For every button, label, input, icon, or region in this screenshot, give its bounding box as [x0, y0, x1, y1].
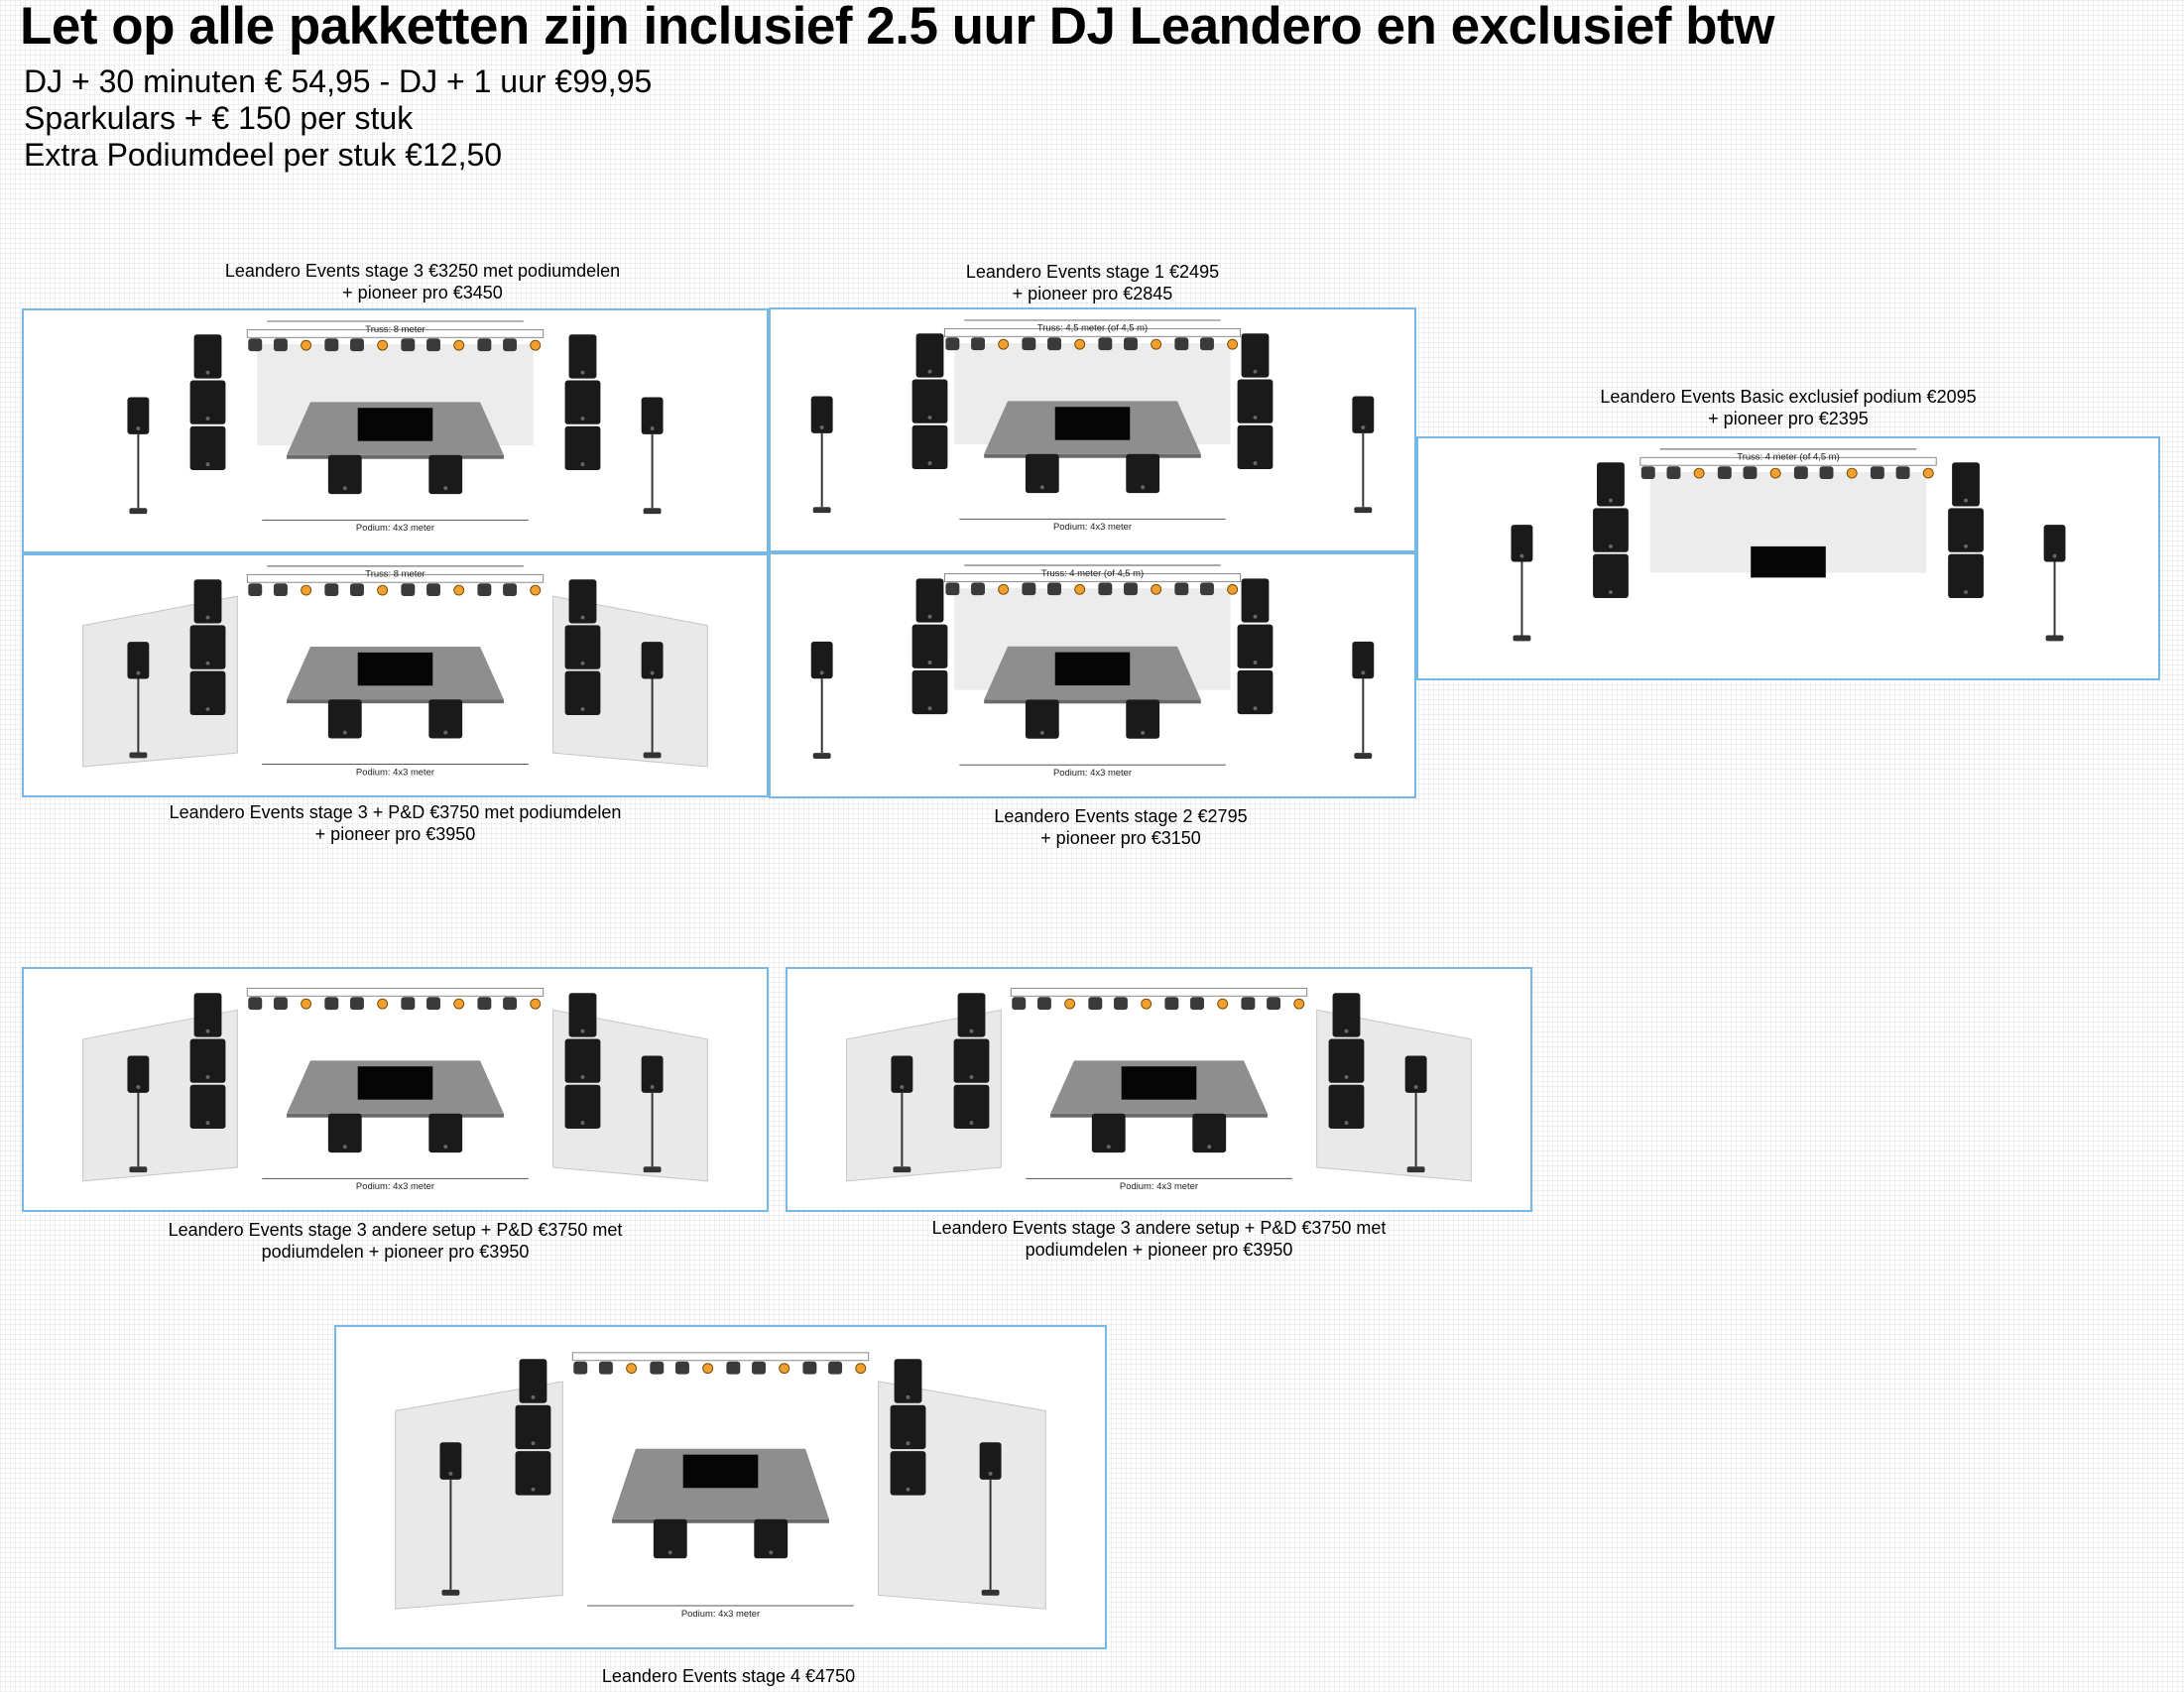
- podium-dimension-label: Podium: 4x3 meter: [355, 522, 435, 534]
- caption-line: podiumdelen + pioneer pro €3950: [261, 1242, 530, 1262]
- speaker-logo: [448, 1472, 452, 1476]
- speaker-logo: [1609, 544, 1613, 548]
- speaker-logo: [1519, 554, 1523, 558]
- moving-head-light: [1174, 337, 1188, 350]
- speaker-stand-base: [644, 752, 662, 758]
- speaker-logo: [206, 1075, 210, 1079]
- caption-line: podiumdelen + pioneer pro €3950: [1025, 1240, 1293, 1260]
- sparkular-light: [378, 585, 388, 595]
- dj-booth-screen: [1055, 407, 1131, 439]
- speaker-logo: [1254, 370, 1258, 374]
- moving-head-light: [426, 338, 440, 351]
- speaker-logo: [928, 370, 932, 374]
- caption-line: + pioneer pro €3150: [1040, 828, 1201, 848]
- moving-head-light: [752, 1362, 766, 1375]
- caption-line: + pioneer pro €3450: [342, 283, 503, 302]
- sparkular-light: [1294, 999, 1304, 1009]
- speaker-logo: [970, 1029, 974, 1033]
- moving-head-light: [1896, 466, 1910, 479]
- basic-diagram: [1418, 438, 2158, 678]
- speaker-logo: [531, 1395, 535, 1399]
- moving-head-light: [1241, 997, 1255, 1010]
- moving-head-light: [1641, 466, 1655, 479]
- speaker-logo: [581, 616, 585, 620]
- caption-line: + pioneer pro €3950: [314, 824, 476, 844]
- speaker-logo: [206, 1121, 210, 1125]
- moving-head-light: [350, 583, 364, 596]
- moving-head-light: [1047, 582, 1061, 595]
- speaker-logo: [928, 416, 932, 420]
- speaker-logo: [206, 1029, 210, 1033]
- speaker-logo: [769, 1550, 773, 1554]
- moving-head-light: [401, 997, 415, 1010]
- stage-podium-edge: [984, 454, 1201, 458]
- moving-head-light: [477, 997, 491, 1010]
- moving-head-light: [971, 582, 985, 595]
- podium-dimension-label: Podium: 4x3 meter: [355, 1180, 435, 1192]
- moving-head-light: [248, 338, 262, 351]
- moving-head-light: [426, 997, 440, 1010]
- sparkular-light: [1228, 584, 1238, 594]
- sparkular-light: [531, 999, 541, 1009]
- speaker-logo: [531, 1488, 535, 1492]
- moving-head-light: [1012, 997, 1026, 1010]
- caption-stage1: [769, 261, 1416, 304]
- caption-stage3: [22, 260, 823, 303]
- speaker-logo: [1040, 731, 1044, 735]
- speaker-stand-base: [441, 1590, 459, 1596]
- speaker-stand-base: [1513, 635, 1530, 641]
- speaker-logo: [928, 661, 932, 665]
- podium-dimension-label: Podium: 4x3 meter: [355, 766, 435, 778]
- speaker-logo: [136, 1085, 140, 1089]
- speaker-logo: [1254, 461, 1258, 465]
- speaker-logo: [581, 1029, 585, 1033]
- caption-line: Leandero Events stage 4 €4750: [601, 1666, 856, 1686]
- sparkular-light: [999, 339, 1009, 349]
- dj-booth-screen: [358, 408, 433, 440]
- speaker-stand-base: [1407, 1166, 1425, 1172]
- speaker-logo: [651, 1085, 655, 1089]
- speaker-logo: [1254, 661, 1258, 665]
- dj-booth-screen: [358, 653, 433, 685]
- speaker-stand-base: [2046, 635, 2064, 641]
- speaker-logo: [206, 662, 210, 665]
- speaker-logo: [907, 1488, 910, 1492]
- speaker-logo: [1964, 499, 1968, 503]
- caption-line: Leandero Events stage 3 €3250 met podiumdelen: [224, 261, 621, 281]
- caption-stage4: [334, 1665, 1123, 1687]
- stage4-setup-card[interactable]: [334, 1325, 1107, 1649]
- speaker-logo: [928, 615, 932, 619]
- caption-stage2: [769, 805, 1473, 849]
- basic-setup-card[interactable]: [1416, 436, 2160, 680]
- sparkular-light: [1770, 468, 1780, 478]
- stage-podium-edge: [984, 699, 1201, 703]
- sparkular-light: [302, 340, 311, 350]
- podium-dimension-label: Podium: 4x3 meter: [680, 1607, 761, 1619]
- caption-line: + pioneer pro €2845: [1012, 284, 1173, 303]
- sparkular-light: [1142, 999, 1152, 1009]
- speaker-stand-base: [644, 1166, 662, 1172]
- speaker-stand-base: [644, 508, 662, 514]
- moving-head-light: [945, 337, 959, 350]
- speaker-logo: [581, 662, 585, 665]
- speaker-logo: [651, 426, 655, 430]
- stage3pd-setup-card[interactable]: [22, 553, 769, 797]
- speaker-stand-base: [129, 752, 147, 758]
- stage-podium-edge: [287, 455, 504, 459]
- moving-head-light: [1190, 997, 1204, 1010]
- speaker-logo: [443, 486, 447, 490]
- moving-head-light: [324, 997, 338, 1010]
- dj-booth-screen: [1055, 653, 1131, 685]
- moving-head-light: [1174, 582, 1188, 595]
- moving-head-light: [503, 338, 517, 351]
- sparkular-light: [378, 999, 388, 1009]
- moving-head-light: [1267, 997, 1280, 1010]
- caption-line: Leandero Events stage 3 + P&D €3750 met podiumdelen: [169, 802, 622, 822]
- speaker-logo: [1345, 1121, 1349, 1125]
- caption-basic: [1416, 386, 2160, 429]
- caption-line: Leandero Events stage 3 andere setup + P&D €3750 met: [931, 1218, 1387, 1238]
- speaker-logo: [1609, 499, 1613, 503]
- speaker-logo: [136, 426, 140, 430]
- moving-head-light: [1200, 582, 1214, 595]
- speaker-logo: [581, 371, 585, 375]
- sparkular-light: [999, 584, 1009, 594]
- speaker-logo: [907, 1395, 910, 1399]
- speaker-logo: [343, 1145, 347, 1148]
- stage3-alt-setup-card-2[interactable]: [786, 967, 1532, 1212]
- speaker-logo: [206, 462, 210, 466]
- moving-head-light: [324, 583, 338, 596]
- sparkular-light: [780, 1364, 789, 1374]
- speaker-logo: [206, 371, 210, 375]
- speaker-logo: [206, 417, 210, 421]
- speaker-logo: [820, 670, 824, 674]
- moving-head-light: [426, 583, 440, 596]
- moving-head-light: [1022, 337, 1035, 350]
- speaker-logo: [531, 1441, 535, 1445]
- sparkular-light: [1075, 339, 1085, 349]
- speaker-logo: [970, 1075, 974, 1079]
- moving-head-light: [1047, 337, 1061, 350]
- speaker-logo: [1141, 731, 1145, 735]
- caption-line: Leandero Events stage 3 andere setup + P&D €3750 met: [168, 1220, 623, 1240]
- sparkular-light: [302, 585, 311, 595]
- moving-head-light: [274, 997, 288, 1010]
- speaker-logo: [136, 671, 140, 675]
- stage-podium-edge: [287, 1114, 504, 1118]
- speaker-logo: [581, 462, 585, 466]
- sparkular-light: [1065, 999, 1075, 1009]
- speaker-logo: [1964, 590, 1968, 594]
- speaker-logo: [668, 1550, 672, 1554]
- moving-head-light: [401, 583, 415, 596]
- sparkular-light: [1694, 468, 1704, 478]
- caption-stage3-alt-1: [22, 1219, 769, 1263]
- speaker-stand-base: [813, 753, 831, 759]
- dj-booth-screen: [683, 1455, 759, 1489]
- sparkular-light: [531, 340, 541, 350]
- stage3-alt-diagram-1: [24, 969, 767, 1210]
- sparkular-light: [1075, 584, 1085, 594]
- speaker-logo: [989, 1472, 993, 1476]
- moving-head-light: [599, 1362, 613, 1375]
- speaker-logo: [928, 461, 932, 465]
- sparkular-light: [1228, 339, 1238, 349]
- note-extra-podiumdeel: Extra Podiumdeel per stuk €12,50: [24, 137, 503, 173]
- sparkular-light: [531, 585, 541, 595]
- stage2-diagram: [771, 554, 1414, 796]
- sparkular-light: [1152, 584, 1161, 594]
- moving-head-light: [248, 583, 262, 596]
- sparkular-light: [302, 999, 311, 1009]
- speaker-logo: [1609, 590, 1613, 594]
- speaker-stand-base: [129, 508, 147, 514]
- speaker-stand-base: [982, 1590, 1000, 1596]
- speaker-logo: [1361, 670, 1365, 674]
- moving-head-light: [1022, 582, 1035, 595]
- moving-head-light: [248, 997, 262, 1010]
- speaker-logo: [1414, 1085, 1418, 1089]
- caption-line: Leandero Events stage 2 €2795: [994, 806, 1248, 826]
- moving-head-light: [1124, 337, 1138, 350]
- moving-head-light: [350, 997, 364, 1010]
- speaker-logo: [581, 1121, 585, 1125]
- moving-head-light: [726, 1362, 740, 1375]
- speaker-logo: [1964, 544, 1968, 548]
- moving-head-light: [1718, 466, 1732, 479]
- sparkular-light: [627, 1364, 637, 1374]
- moving-head-light: [477, 583, 491, 596]
- stage4-diagram: [336, 1327, 1105, 1647]
- speaker-logo: [1345, 1075, 1349, 1079]
- moving-head-light: [1794, 466, 1808, 479]
- moving-head-light: [675, 1362, 689, 1375]
- page-heading: Let op alle pakketten zijn inclusief 2.5 uur DJ Leandero en exclusief btw: [20, 0, 1774, 56]
- caption-line: Leandero Events stage 1 €2495: [965, 262, 1220, 282]
- moving-head-light: [1666, 466, 1680, 479]
- stage-podium-edge: [612, 1519, 829, 1523]
- truss-dimension-label: Truss: 4 meter (of 4,5 m): [1737, 450, 1840, 462]
- speaker-logo: [343, 486, 347, 490]
- speaker-logo: [1207, 1145, 1211, 1148]
- stage3-alt-setup-card-1[interactable]: [22, 967, 769, 1212]
- speaker-logo: [343, 731, 347, 735]
- podium-dimension-label: Podium: 4x3 meter: [1119, 1180, 1199, 1192]
- moving-head-light: [1098, 337, 1112, 350]
- truss-dimension-label: Truss: 8 meter: [365, 322, 425, 334]
- stage-podium-edge: [1050, 1114, 1268, 1118]
- moving-head-light: [324, 338, 338, 351]
- speaker-logo: [820, 425, 824, 429]
- moving-head-light: [503, 583, 517, 596]
- speaker-logo: [900, 1085, 904, 1089]
- moving-head-light: [477, 338, 491, 351]
- moving-head-light: [1820, 466, 1834, 479]
- moving-head-light: [1037, 997, 1051, 1010]
- moving-head-light: [1164, 997, 1178, 1010]
- caption-line: Leandero Events Basic exclusief podium €2095: [1600, 387, 1977, 407]
- stage3-diagram: [24, 310, 767, 551]
- speaker-logo: [206, 616, 210, 620]
- moving-head-light: [350, 338, 364, 351]
- stage-podium-edge: [287, 699, 504, 703]
- caption-line: + pioneer pro €2395: [1708, 409, 1869, 428]
- dj-booth-screen: [1751, 546, 1826, 577]
- speaker-stand-base: [813, 507, 831, 513]
- truss-dimension-label: Truss: 4,5 meter (of 4,5 m): [1036, 321, 1149, 333]
- stage1-setup-card[interactable]: [769, 307, 1416, 552]
- speaker-logo: [581, 707, 585, 711]
- truss: [572, 1353, 868, 1361]
- speaker-logo: [443, 1145, 447, 1148]
- stage3-alt-diagram-2: [788, 969, 1530, 1210]
- caption-stage3pd: [22, 801, 769, 845]
- sparkular-light: [1923, 468, 1933, 478]
- sparkular-light: [454, 585, 464, 595]
- speaker-logo: [581, 417, 585, 421]
- stage3-setup-card[interactable]: [22, 308, 769, 553]
- truss-dimension-label: Truss: 8 meter: [365, 567, 425, 579]
- sparkular-light: [856, 1364, 866, 1374]
- moving-head-light: [971, 337, 985, 350]
- sparkular-light: [1218, 999, 1228, 1009]
- moving-head-light: [274, 583, 288, 596]
- truss: [1011, 988, 1306, 996]
- moving-head-light: [1098, 582, 1112, 595]
- moving-head-light: [274, 338, 288, 351]
- moving-head-light: [1200, 337, 1214, 350]
- moving-head-light: [802, 1362, 816, 1375]
- moving-head-light: [1744, 466, 1758, 479]
- speaker-logo: [443, 731, 447, 735]
- sparkular-light: [703, 1364, 713, 1374]
- moving-head-light: [945, 582, 959, 595]
- stage3pd-diagram: [24, 555, 767, 795]
- dj-booth-screen: [1122, 1066, 1197, 1099]
- sparkular-light: [454, 340, 464, 350]
- podium-dimension-label: Podium: 4x3 meter: [1052, 767, 1133, 779]
- moving-head-light: [1871, 466, 1884, 479]
- note-sparkulars: Sparkulars + € 150 per stuk: [24, 100, 414, 136]
- truss-dimension-label: Truss: 4 meter (of 4,5 m): [1040, 566, 1145, 578]
- speaker-logo: [1361, 425, 1365, 429]
- speaker-logo: [1040, 485, 1044, 489]
- truss: [247, 988, 543, 996]
- stage2-setup-card[interactable]: [769, 552, 1416, 798]
- speaker-logo: [1254, 706, 1258, 710]
- moving-head-light: [1088, 997, 1102, 1010]
- speaker-stand-base: [1354, 507, 1372, 513]
- moving-head-light: [828, 1362, 842, 1375]
- speaker-logo: [1141, 485, 1145, 489]
- stage1-diagram: [771, 309, 1414, 550]
- speaker-logo: [1254, 615, 1258, 619]
- speaker-stand-base: [129, 1166, 147, 1172]
- speaker-logo: [970, 1121, 974, 1125]
- speaker-logo: [1345, 1029, 1349, 1033]
- note-dj-extension: DJ + 30 minuten € 54,95 - DJ + 1 uur €99,95: [24, 63, 653, 99]
- speaker-logo: [206, 707, 210, 711]
- podium-dimension-label: Podium: 4x3 meter: [1052, 521, 1133, 533]
- sparkular-light: [1152, 339, 1161, 349]
- moving-head-light: [650, 1362, 664, 1375]
- caption-stage3-alt-2: [786, 1217, 1532, 1261]
- sparkular-light: [1847, 468, 1857, 478]
- sparkular-light: [454, 999, 464, 1009]
- speaker-logo: [651, 671, 655, 675]
- moving-head-light: [1124, 582, 1138, 595]
- speaker-logo: [1107, 1145, 1111, 1148]
- moving-head-light: [503, 997, 517, 1010]
- sparkular-light: [378, 340, 388, 350]
- moving-head-light: [1114, 997, 1128, 1010]
- speaker-logo: [581, 1075, 585, 1079]
- speaker-logo: [2053, 554, 2057, 558]
- moving-head-light: [401, 338, 415, 351]
- speaker-logo: [1254, 416, 1258, 420]
- speaker-stand-base: [1354, 753, 1372, 759]
- speaker-logo: [928, 706, 932, 710]
- speaker-logo: [907, 1441, 910, 1445]
- speaker-stand-base: [893, 1166, 910, 1172]
- moving-head-light: [573, 1362, 587, 1375]
- dj-booth-screen: [358, 1066, 433, 1099]
